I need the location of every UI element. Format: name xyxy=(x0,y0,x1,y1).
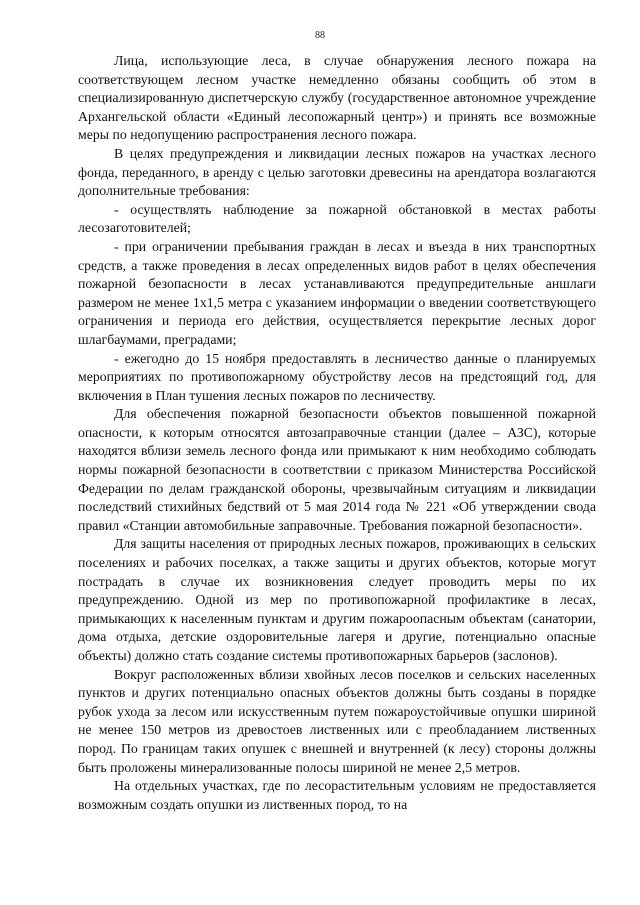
list-item-annual-report: - ежегодно до 15 ноября предоставлять в лесничество данные о планируемых мероприятиях по противопожарному обустройству лесов на предстоящий год, для включения в План тушения лесных пожаров по лесничеству. xyxy=(78,350,596,403)
page-number: 88 xyxy=(315,30,325,41)
paragraph-gas-stations: Для обеспечения пожарной безопасности объектов повышенной пожарной опасности, к которым относятся автозаправочные станции (далее – АЗС), которые находятся вблизи земель лесного фонда или примыкают к ним необходимо соблюдать нормы пожарной безопасности в соответствии с приказом Министерства Российской Федерации по делам гражданской обороны, чрезвычайным ситуациям и ликвидации последствий стихийных бедствий от 5 мая 2014 года № 221 «Об утверждении свода правил «Станции автомобильные заправочные. Требования пожарной безопасности». xyxy=(78,406,596,533)
paragraph-population-protection: Для защиты населения от природных лесных пожаров, проживающих в сельских поселениях и рабочих поселках, а также защиты и других объектов, которые могут пострадать в случае их возникновения следует проводить меры по их предупреждению. Одной из мер по противопожарной профилактике в лесах, примыкающих к населенным пунктам и другим пожароопасным объектам (санатории, дома отдыха, детские оздоровительные лагеря и другие, потенциально опасные объекты) должно стать создание системы противопожарных барьеров (заслонов). xyxy=(78,536,596,663)
paragraph-separate-areas: На отдельных участках, где по лесорастительным условиям не предоставляется возможным создать опушки из лиственных пород, то на xyxy=(78,778,596,812)
paragraph-lease-requirements: В целях предупреждения и ликвидации лесных пожаров на участках лесного фонда, переданного, в аренду с целью заготовки древесины на арендатора возлагаются дополнительные требования: xyxy=(78,145,596,199)
paragraph-fire-resistant-edges: Вокруг расположенных вблизи хвойных лесов поселков и сельских населенных пунктов и других потенциально опасных объектов должны быть созданы в порядке рубок ухода за лесом или искусственным путем пожароустойчивые опушки шириной не менее 150 метров из древостоев лиственных или с преобладанием лиственных пород. По границам таких опушек с внешней и внутренней (к лесу) стороны должны быть проложены минерализованные полосы шириной не менее 2,5 метров. xyxy=(78,666,596,775)
list-item-access-restriction: - при ограничении пребывания граждан в лесах и въезда в них транспортных средств, а также проведения в лесах определенных видов работ в целях обеспечения пожарной безопасности в лесах устанавливаются предупредительные аншлаги размером не менее 1х1,5 метра с указанием информации о введении соответствующего ограничения и периода его действия, осуществляется перекрытие лесных дорог шлагбаумами, преградами; xyxy=(78,238,596,347)
list-item-fire-monitoring: - осуществлять наблюдение за пожарной обстановкой в местах работы лесозаготовителей; xyxy=(78,201,596,236)
document-body xyxy=(78,52,596,814)
paragraph-fire-reporting: Лица, использующие леса, в случае обнаружения лесного пожара на соответствующем лесном участке немедленно обязаны сообщить об этом в специализированную диспетчерскую службу (государственное автономное учреждение Архангельской области «Единый лесопожарный центр») и принять все возможные меры по недопущению распространения лесного пожара. xyxy=(78,53,596,143)
